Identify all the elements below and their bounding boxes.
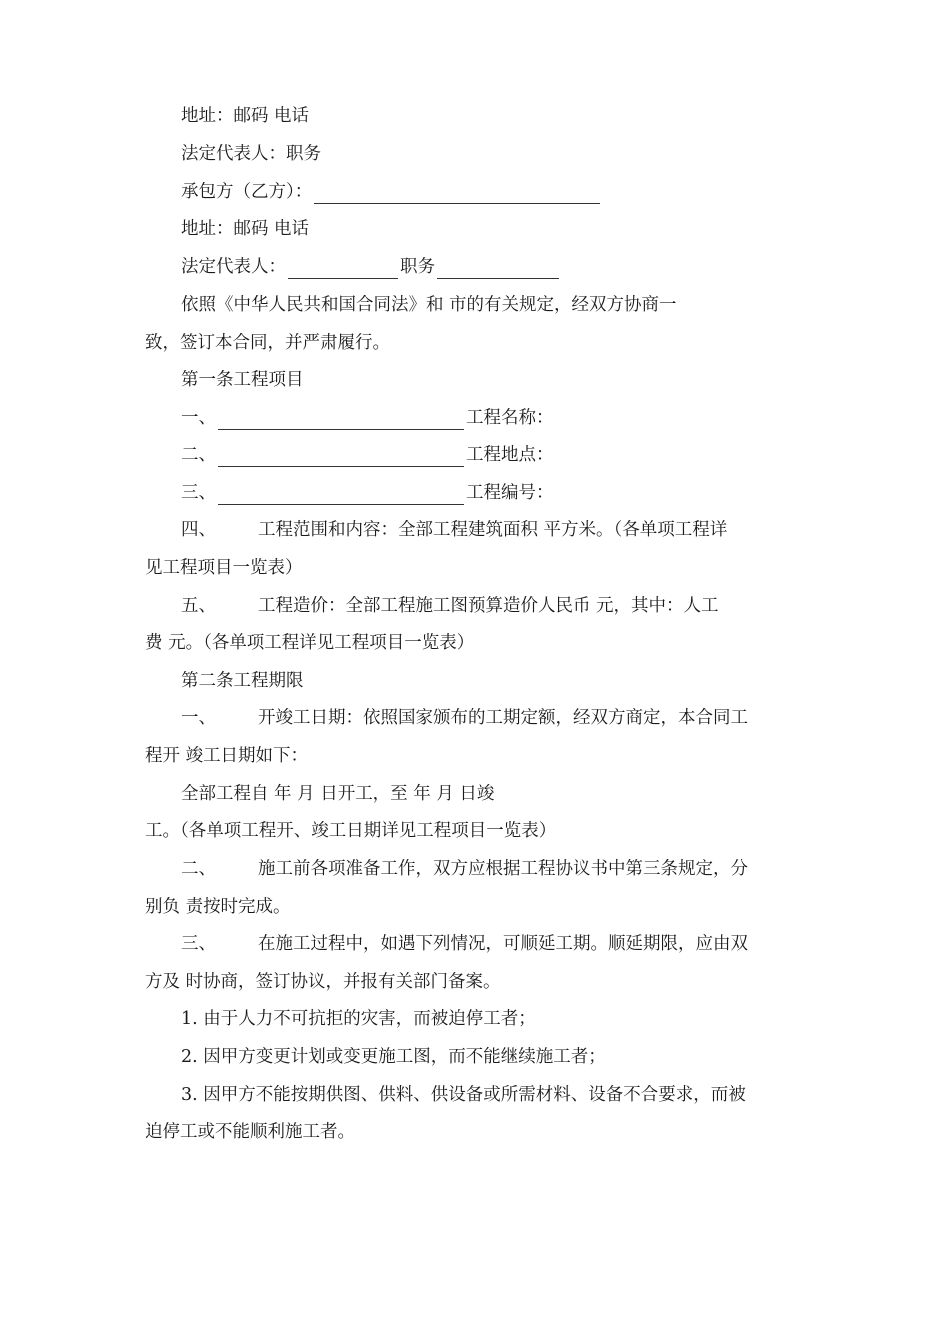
text: 2. 因甲方变更计划或变更施工图，而不能继续施工者； <box>181 1047 606 1067</box>
text: 开竣工日期：依照国家颁布的工期定额，经双方商定，本合同工 <box>258 708 748 728</box>
text: 费 元。（各单项工程详见工程项目一览表） <box>145 633 475 653</box>
scope-line-2 <box>145 556 303 580</box>
text: 工程范围和内容：全部工程建筑面积 平方米。（各单项工程详 <box>258 520 728 540</box>
project-number-line <box>181 481 554 505</box>
dates-line-2 <box>145 744 308 768</box>
preamble-line-1 <box>181 293 677 317</box>
text: 法定代表人：职务 <box>181 144 321 164</box>
list-item-1 <box>181 1007 536 1031</box>
extension-line-2 <box>145 970 501 994</box>
preparation-line-2 <box>145 895 291 919</box>
article-1-heading <box>181 368 304 392</box>
text: 承包方（乙方）： <box>181 182 313 202</box>
project-location-blank <box>218 448 464 467</box>
text: 别负 责按时完成。 <box>145 897 291 917</box>
text: 方及 时协商，签订协议，并报有关部门备案。 <box>145 972 501 992</box>
text: 在施工过程中，如遇下列情况，可顺延工期。顺延期限，应由双 <box>258 934 748 954</box>
project-location-line <box>181 443 554 467</box>
text: 工程造价：全部工程施工图预算造价人民币 元，其中：人工 <box>258 596 719 616</box>
text: 法定代表人： <box>181 257 286 277</box>
text: 迫停工或不能顺利施工者。 <box>145 1122 355 1142</box>
text: 第二条工程期限 <box>181 671 304 691</box>
text: 全部工程自 年 月 日开工，至 年 月 日竣 <box>181 784 495 804</box>
text: 职务 <box>400 257 435 277</box>
preamble-line-2 <box>145 331 390 355</box>
project-name-blank <box>218 411 464 430</box>
text: 第一条工程项目 <box>181 370 304 390</box>
text: 3. 因甲方不能按期供图、供料、供设备或所需材料、设备不合要求，而被 <box>181 1085 746 1105</box>
list-item-2 <box>181 1045 606 1069</box>
legal-rep-blank <box>288 260 398 279</box>
scope-line-1 <box>181 518 727 542</box>
position-blank <box>437 260 559 279</box>
list-item-3-line-1 <box>181 1083 746 1107</box>
text: 程开 竣工日期如下： <box>145 746 309 766</box>
article-2-heading <box>181 669 304 693</box>
preparation-line-1 <box>181 857 748 881</box>
text: 工程编号： <box>466 483 554 503</box>
cost-line-1 <box>181 594 719 618</box>
schedule-line-2 <box>145 819 556 843</box>
text: 致，签订本合同，并严肃履行。 <box>145 333 390 353</box>
contractor-blank <box>314 185 600 204</box>
text: 1. 由于人力不可抗拒的灾害，而被迫停工者； <box>181 1009 536 1029</box>
text: 地址：邮码 电话 <box>181 106 310 126</box>
text: 依照《中华人民共和国合同法》和 市的有关规定，经双方协商一 <box>181 295 677 315</box>
text: 工程地点： <box>466 445 554 465</box>
legal-rep-line-party-a <box>181 142 321 166</box>
text: 地址：邮码 电话 <box>181 219 310 239</box>
dates-line-1 <box>181 706 748 730</box>
cost-line-2 <box>145 631 474 655</box>
text: 施工前各项准备工作，双方应根据工程协议书中第三条规定，分 <box>258 859 748 879</box>
legal-rep-line-party-b <box>181 255 561 279</box>
address-line-party-a <box>181 104 309 128</box>
text: 一、 <box>181 408 216 428</box>
extension-line-1 <box>181 932 748 956</box>
text: 二、 <box>181 445 216 465</box>
contractor-line <box>181 180 602 204</box>
schedule-line-1 <box>181 782 494 806</box>
project-number-blank <box>218 486 464 505</box>
text: 见工程项目一览表） <box>145 558 303 578</box>
text: 三、 <box>181 934 216 954</box>
text: 一、 <box>181 708 216 728</box>
text: 四、 <box>181 520 216 540</box>
text: 二、 <box>181 859 216 879</box>
text: 工程名称： <box>466 408 554 428</box>
project-name-line <box>181 406 554 430</box>
address-line-party-b <box>181 217 309 241</box>
list-item-3-line-2 <box>145 1120 355 1144</box>
text: 工。（各单项工程开、竣工日期详见工程项目一览表） <box>145 821 557 841</box>
text: 三、 <box>181 483 216 503</box>
text: 五、 <box>181 596 216 616</box>
